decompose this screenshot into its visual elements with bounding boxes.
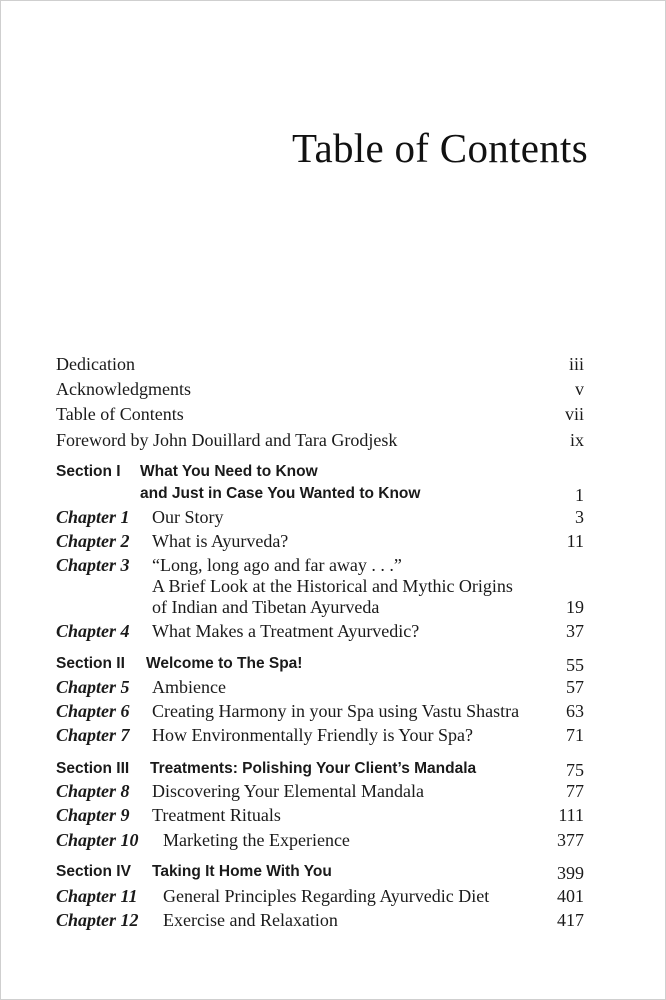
entry-page: v <box>575 379 584 399</box>
section-title: Treatments: Polishing Your Client’s Mandala <box>150 760 477 777</box>
chapter-title: Our Story <box>152 507 224 527</box>
toc-chapter-4[interactable] <box>56 620 584 644</box>
chapter-page: 77 <box>566 781 584 801</box>
chapter-title: Ambience <box>152 677 226 697</box>
section-page: 399 <box>557 863 584 883</box>
chapter-page: 37 <box>566 621 584 641</box>
chapter-title: Creating Harmony in your Spa using Vastu Shastra <box>152 701 520 721</box>
entry-label: Foreword by John Douillard and Tara Grodjesk <box>56 430 398 450</box>
section-page: 55 <box>566 655 584 675</box>
chapter-label: Chapter 7 <box>56 725 130 745</box>
chapter-page: 417 <box>557 910 584 930</box>
toc-section-2[interactable] <box>56 654 584 678</box>
toc-chapter-9[interactable] <box>56 804 584 828</box>
chapter-label: Chapter 4 <box>56 621 130 641</box>
toc-chapter-2[interactable] <box>56 530 584 554</box>
chapter-label: Chapter 2 <box>56 531 130 551</box>
chapter-page: 401 <box>557 886 584 906</box>
chapter-title: “Long, long ago and far away . . .” <box>152 555 402 575</box>
toc-chapter-10[interactable] <box>56 829 584 853</box>
chapter-label: Chapter 9 <box>56 805 130 825</box>
chapter-page: 19 <box>566 597 584 617</box>
toc-chapter-11[interactable] <box>56 885 584 909</box>
section-title: Welcome to The Spa! <box>146 655 303 672</box>
entry-page: ix <box>569 430 584 450</box>
toc-section-1[interactable] <box>56 462 584 506</box>
toc-chapter-1[interactable] <box>56 506 584 530</box>
chapter-title: General Principles Regarding Ayurvedic Diet <box>163 886 490 906</box>
chapter-title: Discovering Your Elemental Mandala <box>152 781 424 801</box>
entry-label: Table of Contents <box>56 404 184 424</box>
chapter-label: Chapter 5 <box>56 677 130 697</box>
section-label: Section II <box>56 655 125 672</box>
chapter-title: Exercise and Relaxation <box>163 910 338 930</box>
chapter-page: 111 <box>558 805 584 825</box>
chapter-page: 3 <box>575 507 584 527</box>
section-page: 1 <box>575 485 584 505</box>
section-title-line2: and Just in Case You Wanted to Know <box>140 485 421 502</box>
section-label: Section IV <box>56 863 131 880</box>
chapter-label: Chapter 10 <box>56 830 139 850</box>
toc-entry-foreword[interactable] <box>56 429 584 453</box>
section-title: What You Need to Know <box>140 463 318 480</box>
entry-page: iii <box>568 354 584 374</box>
chapter-title: How Environmentally Friendly is Your Spa? <box>152 725 473 745</box>
section-label: Section III <box>56 760 130 777</box>
chapter-page: 11 <box>566 531 584 551</box>
entry-label: Acknowledgments <box>56 379 191 399</box>
chapter-page: 57 <box>566 677 584 697</box>
chapter-title-line3: of Indian and Tibetan Ayurveda <box>152 597 380 617</box>
toc-section-4[interactable] <box>56 862 584 886</box>
chapter-page: 71 <box>566 725 584 745</box>
chapter-page: 377 <box>557 830 584 850</box>
entry-label: Dedication <box>56 354 135 374</box>
chapter-label: Chapter 6 <box>56 701 130 721</box>
toc-entry-table-of-contents[interactable] <box>56 403 584 427</box>
section-title: Taking It Home With You <box>152 863 332 880</box>
chapter-label: Chapter 11 <box>56 886 138 906</box>
chapter-label: Chapter 3 <box>56 555 130 575</box>
toc-entry-acknowledgments[interactable] <box>56 378 584 402</box>
toc-chapter-8[interactable] <box>56 780 584 804</box>
chapter-title: Treatment Rituals <box>152 805 281 825</box>
entry-page: vii <box>564 404 584 424</box>
toc-chapter-12[interactable] <box>56 909 584 933</box>
chapter-page: 63 <box>566 701 584 721</box>
page-title: Table of Contents <box>291 125 588 171</box>
toc-chapter-5[interactable] <box>56 676 584 700</box>
section-label: Section I <box>56 463 121 480</box>
toc-chapter-7[interactable] <box>56 724 584 748</box>
chapter-title: What Makes a Treatment Ayurvedic? <box>152 621 420 641</box>
chapter-label: Chapter 1 <box>56 507 130 527</box>
chapter-title-line2: A Brief Look at the Historical and Mythic Origins <box>152 576 513 596</box>
toc-chapter-6[interactable] <box>56 700 584 724</box>
chapter-label: Chapter 8 <box>56 781 130 801</box>
chapter-title: What is Ayurveda? <box>152 531 289 551</box>
section-page: 75 <box>566 760 584 780</box>
toc-entry-dedication[interactable] <box>56 353 584 377</box>
chapter-title: Marketing the Experience <box>163 830 350 850</box>
chapter-label: Chapter 12 <box>56 910 139 930</box>
toc-chapter-3[interactable] <box>56 554 584 620</box>
